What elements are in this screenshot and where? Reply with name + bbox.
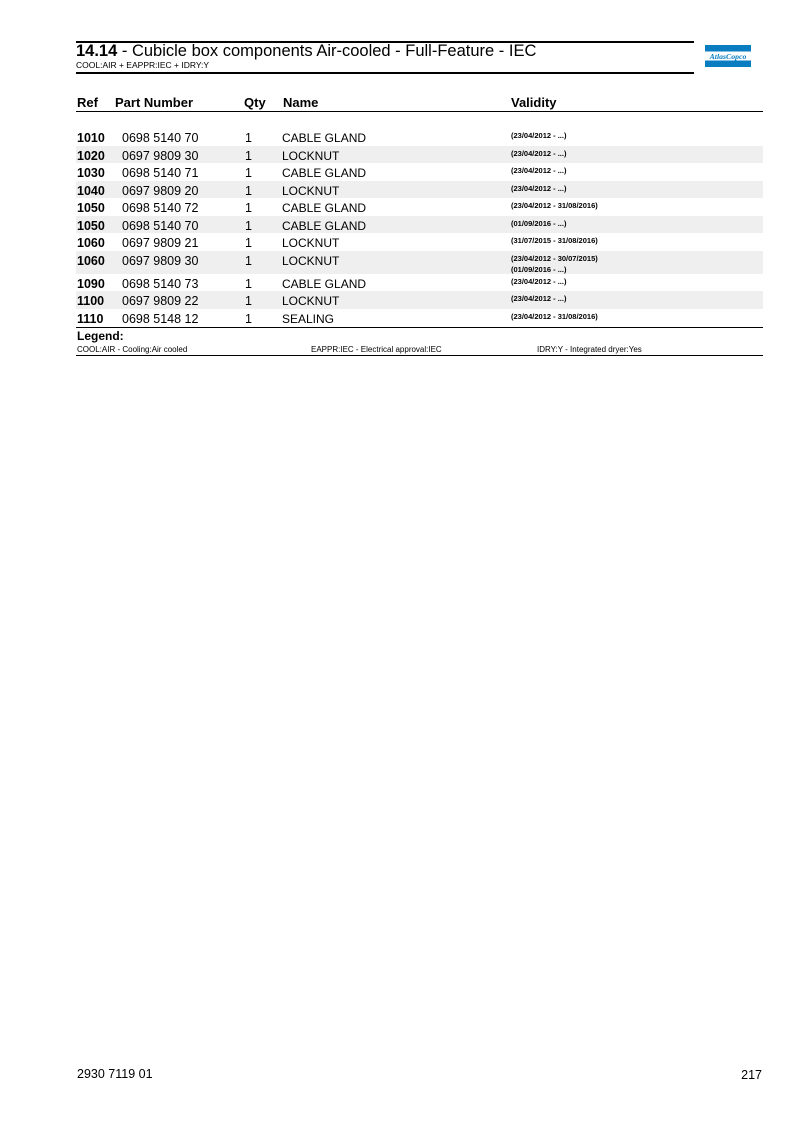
validity-cell [511,200,598,211]
qty-cell: 1 [245,148,252,163]
qty-cell: 1 [245,166,252,180]
part-number-cell: 0698 5140 72 [122,201,199,215]
ref-cell: 1010 [77,131,105,145]
qty-cell: 1 [245,131,252,145]
part-number-cell: 0698 5148 12 [122,311,199,326]
ref-cell: 1050 [77,218,105,233]
name-cell: CABLE GLAND [282,276,367,291]
part-number-cell: 0698 5140 70 [122,131,199,145]
part-number-cell: 0697 9809 21 [122,236,199,250]
table-row [76,251,763,274]
ref-cell: 1100 [77,294,105,308]
validity-line: (23/04/2012 - ...) [511,131,567,140]
validity-cell [511,235,598,246]
part-number-cell: 0697 9809 20 [122,183,199,198]
ref-cell: 1020 [77,148,105,163]
section-subtitle: COOL:AIR + EAPPR:IEC + IDRY:Y [76,60,210,70]
legend-item: IDRY:Y - Integrated dryer:Yes [537,345,642,354]
table-row [76,309,763,327]
qty-cell: 1 [245,201,252,215]
validity-line: (23/04/2012 - ...) [511,294,567,303]
ref-cell: 1030 [77,166,105,180]
legend-title: Legend: [77,329,124,343]
table-row [76,163,763,181]
part-number-cell: 0697 9809 30 [122,253,199,268]
validity-line: (23/04/2012 - 31/08/2016) [511,311,598,321]
legend-item: COOL:AIR - Cooling:Air cooled [77,345,188,354]
part-number-cell: 0697 9809 30 [122,148,199,163]
validity-cell [511,148,566,159]
name-cell: LOCKNUT [282,148,340,163]
ref-cell: 1060 [77,236,105,250]
name-cell: LOCKNUT [282,183,340,198]
qty-cell: 1 [245,294,252,308]
svg-text:AtlasCopco: AtlasCopco [709,51,747,61]
table-row [76,233,763,251]
column-header-ref: Ref [77,95,98,110]
table-row [76,216,763,234]
name-cell: CABLE GLAND [282,131,367,145]
document-number: 2930 7119 01 [77,1067,153,1081]
table-row [76,146,763,164]
qty-cell: 1 [245,183,252,198]
table-row [76,128,763,146]
column-header-qty: Qty [244,95,266,110]
ref-cell: 1110 [77,311,104,326]
validity-line: (01/09/2016 - ...) [511,264,567,274]
validity-cell [511,130,566,141]
legend-item: EAPPR:IEC - Electrical approval:IEC [311,345,442,354]
atlas-copco-logo [705,45,751,67]
column-header-name: Name [283,95,319,110]
part-number-cell: 0698 5140 70 [122,218,199,233]
column-header-part-number: Part Number [115,95,194,110]
section-number: 14.14 [76,42,118,60]
validity-line: (23/04/2012 - ...) [511,183,567,193]
validity-line: (23/04/2012 - 31/08/2016) [511,201,598,210]
header-bottom-rule [76,72,694,74]
validity-cell [511,276,566,287]
validity-line: (23/04/2012 - 30/07/2015) [511,253,598,263]
part-number-cell: 0697 9809 22 [122,294,199,308]
name-cell: CABLE GLAND [282,166,367,180]
table-row [76,274,763,292]
section-title-text: - Cubicle box components Air-cooled - Full-Feature - IEC [117,42,537,60]
table-row [76,291,763,309]
column-header-validity: Validity [511,95,557,110]
section-title [76,42,536,60]
column-header-rule [76,111,763,112]
page-number: 217 [741,1068,762,1082]
validity-line: (23/04/2012 - ...) [511,276,567,286]
name-cell: LOCKNUT [282,236,340,250]
ref-cell: 1060 [77,253,105,268]
validity-line: (01/09/2016 - ...) [511,218,567,228]
name-cell: CABLE GLAND [282,218,367,233]
part-number-cell: 0698 5140 71 [122,166,199,180]
validity-line: (23/04/2012 - ...) [511,166,567,175]
name-cell: SEALING [282,311,335,326]
qty-cell: 1 [245,253,252,268]
legend-bottom-rule [76,355,763,356]
validity-cell [511,293,566,304]
validity-cell [511,165,566,176]
name-cell: LOCKNUT [282,294,340,308]
validity-cell [511,218,566,229]
name-cell: CABLE GLAND [282,201,367,215]
ref-cell: 1090 [77,276,105,291]
part-number-cell: 0698 5140 73 [122,276,199,291]
qty-cell: 1 [245,236,252,250]
ref-cell: 1050 [77,201,105,215]
validity-cell [511,183,566,194]
validity-line: (23/04/2012 - ...) [511,148,567,158]
table-row [76,181,763,199]
legend-top-rule [76,327,763,328]
qty-cell: 1 [245,276,252,291]
validity-cell [511,253,598,275]
validity-cell [511,311,598,322]
validity-line: (31/07/2015 - 31/08/2016) [511,236,598,245]
ref-cell: 1040 [77,183,105,198]
name-cell: LOCKNUT [282,253,340,268]
qty-cell: 1 [245,311,252,326]
qty-cell: 1 [245,218,252,233]
table-row [76,198,763,216]
